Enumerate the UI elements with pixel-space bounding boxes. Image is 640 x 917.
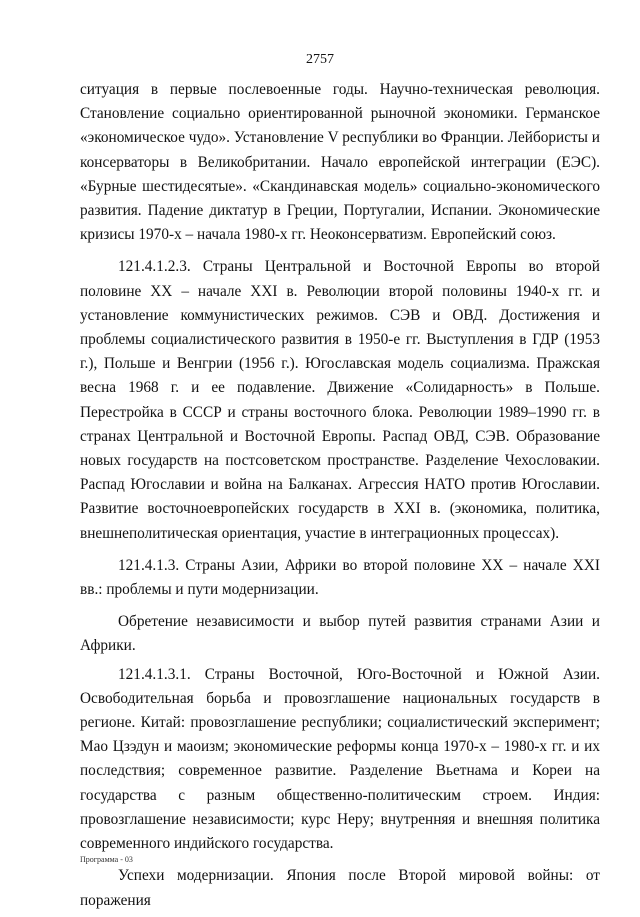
footer-label: Программа - 03 [80, 855, 133, 864]
paragraph-asia-africa-heading: 121.4.1.3. Страны Азии, Африки во второй половине XX – начале XXI вв.: проблемы и пути модернизации. [80, 556, 600, 599]
paragraph-central-eastern-europe: 121.4.1.2.3. Страны Центральной и Восточной Европы во второй половине XX – начале XXI в. Революции второй половины 1940-х гг. и установление коммунистических режимов. СЭВ и ОВД. Достижения и проблемы социалистического развития в 1950-е гг. Выступления в ГДР (1953 г.), Польше и Венгрии (1956 г.). Югославская модель социализма. Пражская весна 1968 г. и ее подавление. Движение «Солидарность» в Польше. Перестройка в СССР и страны восточного блока. Революции 1989–1990 гг. в странах Центральной и Восточной Европы. Распад ОВД, СЭВ. Образование новых государств на постсоветском пространстве. Разделение Чехословакии. Распад Югославии и война на Балканах. Агрессия НАТО против Югославии. Развитие восточноевропейских государств в XXI в. (экономика, политика, внешнеполитическая ориентация, участие в интеграционных процессах). [80, 258, 600, 542]
page-number: 2757 [306, 52, 334, 67]
paragraph-independence: Обретение независимости и выбор путей развития странами Азии и Африки. [80, 613, 600, 655]
document-body [80, 78, 600, 913]
paragraph-western-europe: ситуация в первые послевоенные годы. Научно-техническая революция. Становление социально ориентированной рыночной экономики. Германское «экономическое чудо». Установление V республики во Франции. Лейбористы и консерваторы в Великобритании. Начало европейской интеграции (ЕЭС). «Бурные шестидесятые». «Скандинавская модель» социально-экономического развития. Падение диктатур в Греции, Португалии, Испании. Экономические кризисы 1970-х – начала 1980-х гг. Неоконсерватизм. Европейский союз. [80, 81, 600, 244]
paragraph-east-asia: 121.4.1.3.1. Страны Восточной, Юго-Восточной и Южной Азии. Освободительная борьба и провозглашение национальных государств в регионе. Китай: провозглашение республики; социалистический эксперимент; Мао Цзэдун и маоизм; экономические реформы конца 1970-х – 1980-х гг. и их последствия; современное развитие. Разделение Вьетнама и Кореи на государства с разным общественно-политическим строем. Индия: провозглашение независимости; курс Неру; внутренняя и внешняя политика современного индийского государства. [80, 665, 600, 853]
paragraph-modernization: Успехи модернизации. Япония после Второй мировой войны: от поражения [80, 867, 600, 909]
